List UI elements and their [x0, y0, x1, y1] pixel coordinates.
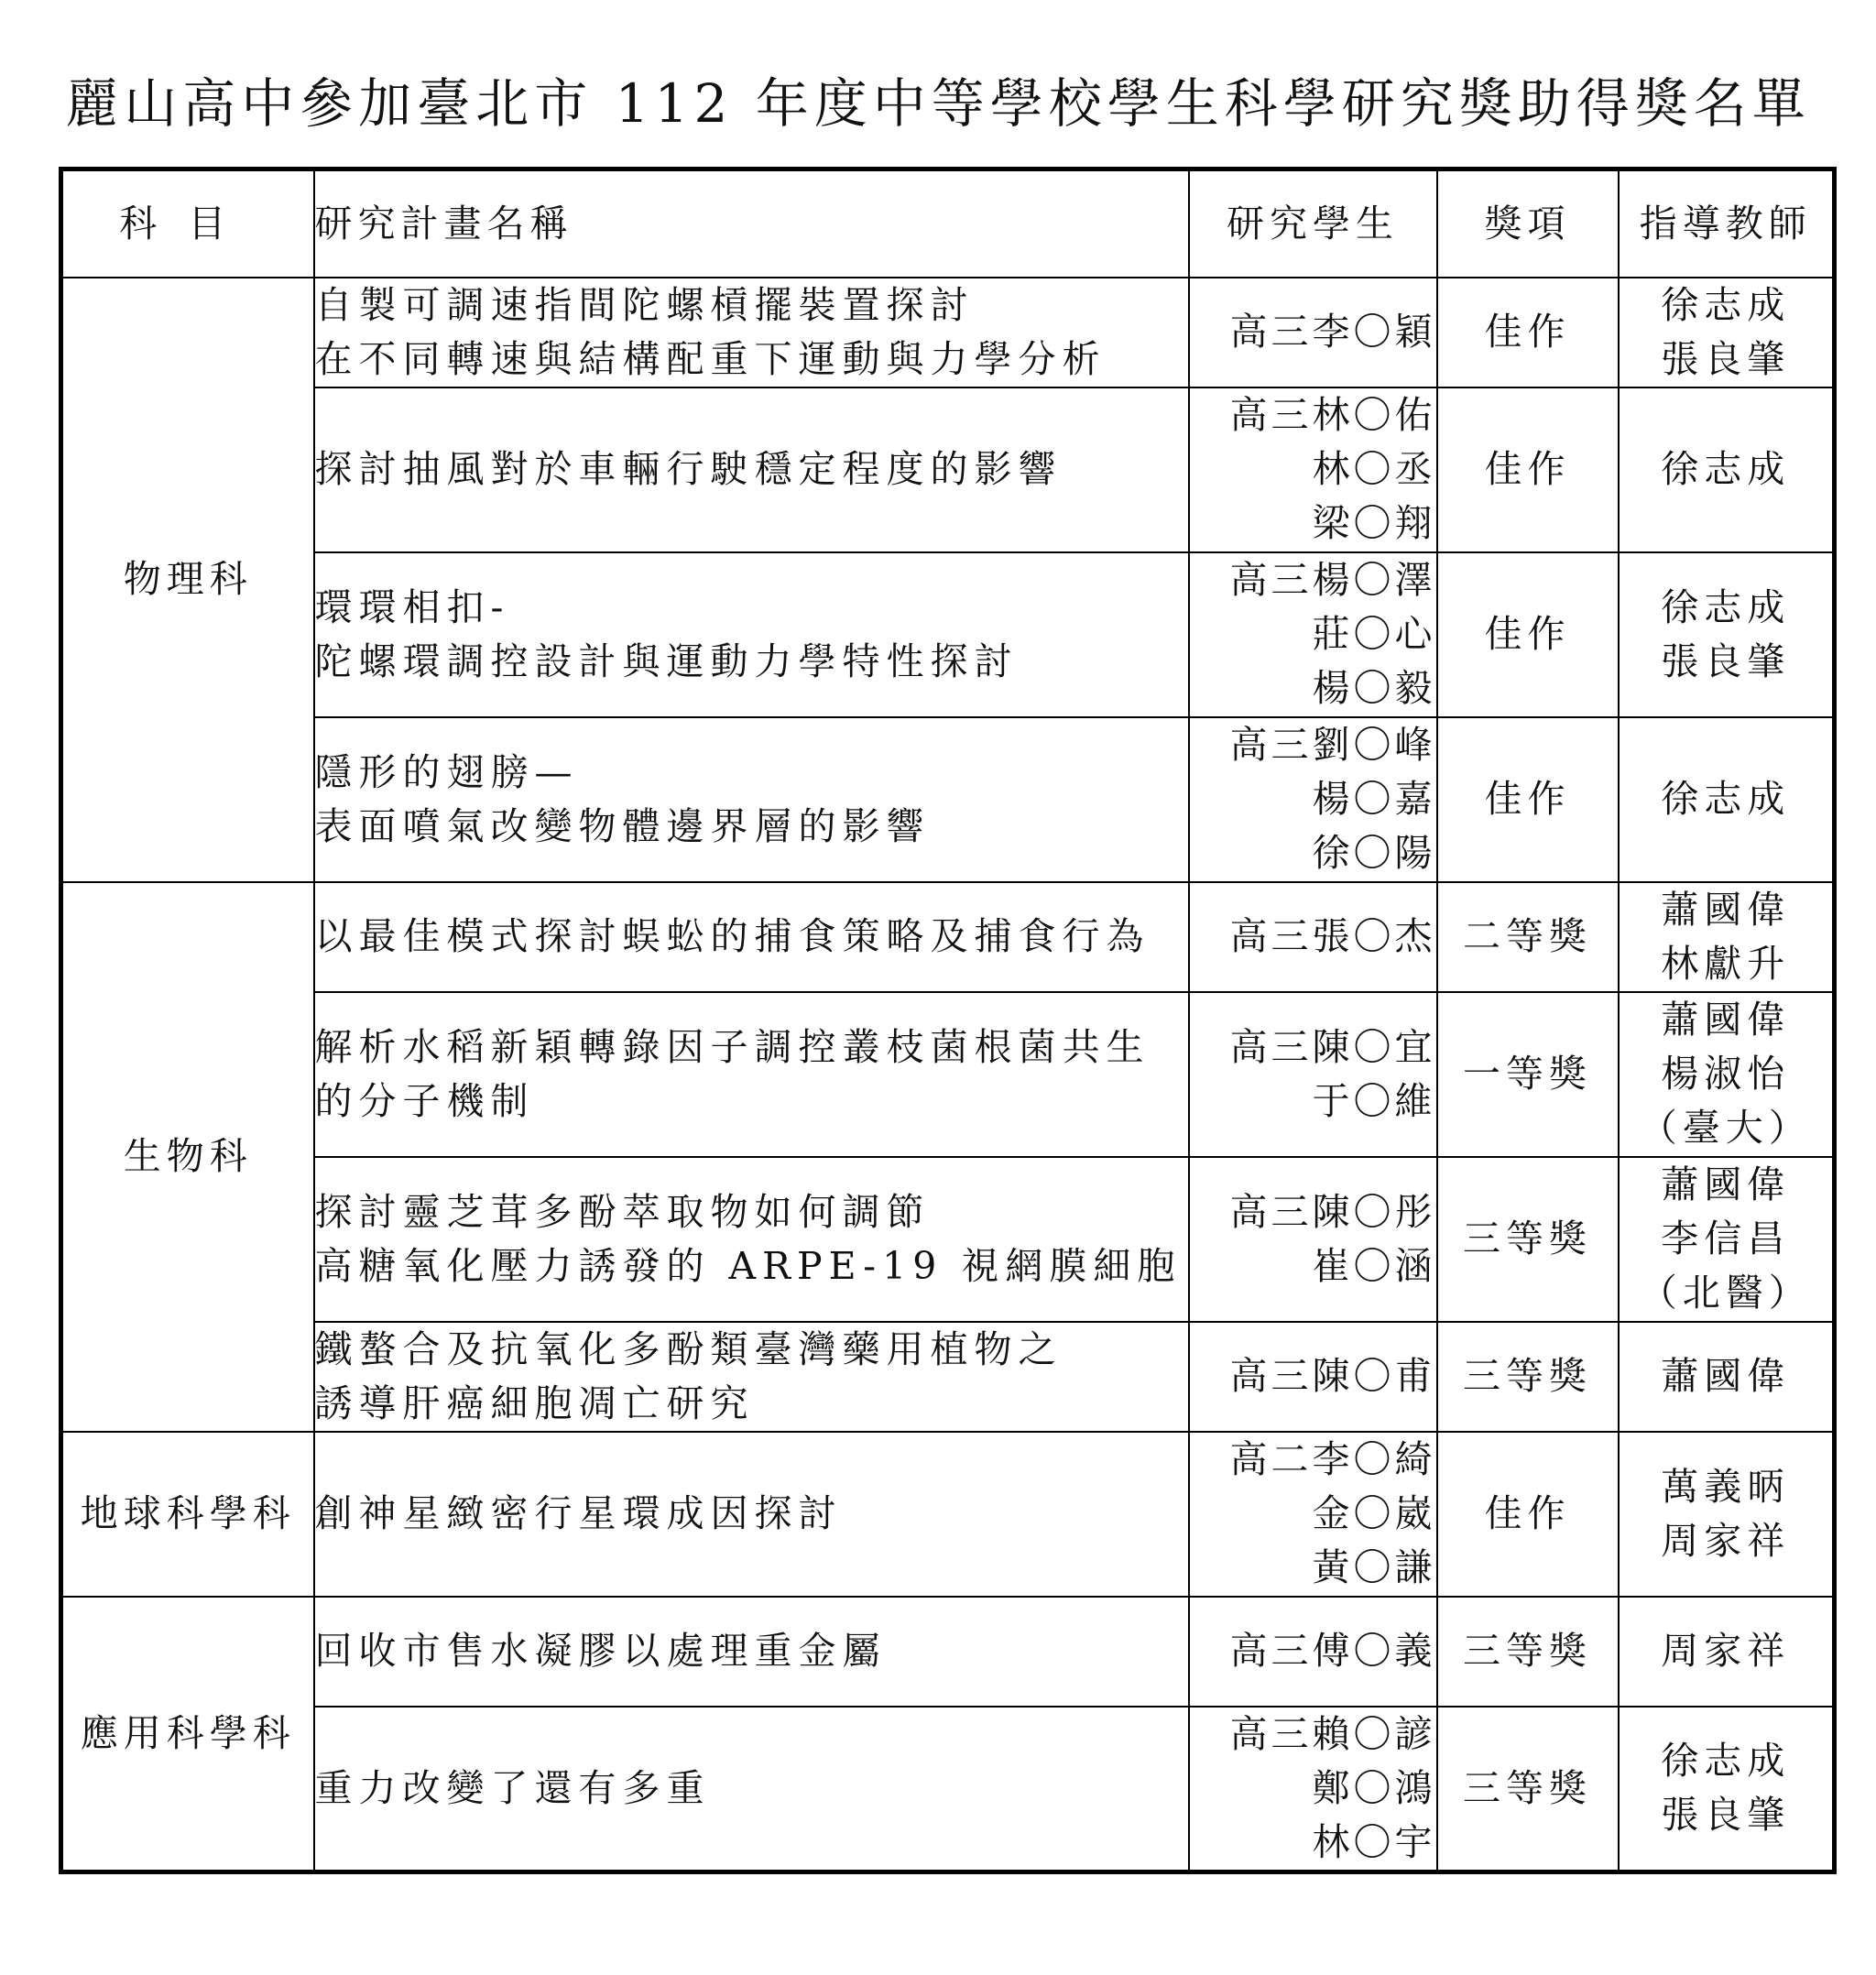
advisors-cell	[1619, 552, 1835, 717]
students-cell	[1189, 1597, 1437, 1707]
project-line: 創神星緻密行星環成因探討	[314, 1491, 843, 1535]
award-cell: 三等獎	[1437, 1707, 1619, 1872]
award-cell: 三等獎	[1437, 1322, 1619, 1432]
award-cell: 佳作	[1437, 717, 1619, 882]
project-line: 自製可調速指間陀螺槓擺裝置探討	[314, 282, 975, 327]
award-cell: 佳作	[1437, 1432, 1619, 1597]
project-line: 探討抽風對於車輛行駛穩定程度的影響	[314, 447, 1063, 491]
student-name: 徐〇陽	[1312, 831, 1436, 875]
student-name: 高三賴〇諺	[1229, 1711, 1436, 1756]
student-name: 于〇維	[1312, 1078, 1436, 1123]
project-line: 回收市售水凝膠以處理重金屬	[314, 1629, 887, 1673]
advisor-affiliation: （臺大）	[1639, 1106, 1812, 1150]
subject-cell: 地球科學科	[61, 1432, 314, 1597]
advisors-cell	[1619, 387, 1835, 552]
student-name: 高三陳〇甫	[1229, 1354, 1436, 1398]
subject-cell: 物理科	[61, 278, 314, 882]
project-line: 隱形的翅膀—	[314, 749, 579, 794]
student-name: 高二李〇綺	[1229, 1437, 1436, 1481]
advisor-name: 林獻升	[1661, 941, 1791, 986]
project-line: 重力改變了還有多重	[314, 1765, 711, 1810]
project-cell	[314, 1707, 1189, 1872]
student-name: 高三李〇穎	[1229, 310, 1436, 354]
students-cell	[1189, 387, 1437, 552]
table-row	[61, 1597, 1835, 1707]
advisors-cell	[1619, 1322, 1835, 1432]
advisor-name: 張良肇	[1661, 638, 1791, 683]
advisors-cell	[1619, 278, 1835, 387]
advisor-name: 周家祥	[1661, 1518, 1791, 1563]
award-table	[59, 167, 1837, 1874]
project-line: 誘導肝癌細胞凋亡研究	[314, 1380, 755, 1425]
project-cell	[314, 882, 1189, 992]
advisors-cell	[1619, 992, 1835, 1157]
project-line: 高糖氧化壓力誘發的 ARPE-19 視網膜細胞	[314, 1243, 1182, 1288]
advisors-cell	[1619, 717, 1835, 882]
students-cell	[1189, 1322, 1437, 1432]
project-cell	[314, 717, 1189, 882]
students-cell	[1189, 882, 1437, 992]
advisor-name: 徐志成	[1661, 1739, 1791, 1783]
advisor-name: 萬義昞	[1661, 1464, 1791, 1509]
project-cell	[314, 278, 1189, 387]
advisor-name: 徐志成	[1661, 584, 1791, 629]
students-cell	[1189, 992, 1437, 1157]
advisor-name: 蕭國偉	[1661, 998, 1791, 1042]
students-cell	[1189, 717, 1437, 882]
advisors-cell	[1619, 1597, 1835, 1707]
header-subject: 科目	[61, 169, 314, 278]
project-line: 以最佳模式探討蜈蚣的捕食策略及捕食行為	[314, 914, 1151, 958]
students-cell	[1189, 1707, 1437, 1872]
student-name: 高三楊〇澤	[1229, 558, 1436, 602]
student-name: 林〇宇	[1312, 1819, 1436, 1864]
student-name: 黃〇謙	[1312, 1545, 1436, 1589]
student-name: 崔〇涵	[1312, 1243, 1436, 1288]
student-name: 高三傅〇義	[1229, 1629, 1436, 1673]
advisor-name: 蕭國偉	[1661, 887, 1791, 932]
award-cell: 三等獎	[1437, 1157, 1619, 1322]
table-header-row	[61, 169, 1835, 278]
advisor-name: 張良肇	[1661, 1793, 1791, 1837]
table-row	[61, 552, 1835, 717]
subject-cell: 應用科學科	[61, 1597, 314, 1872]
table-row	[61, 1432, 1835, 1597]
student-name: 鄭〇鴻	[1312, 1765, 1436, 1810]
table-row	[61, 1157, 1835, 1322]
project-cell	[314, 992, 1189, 1157]
table-row	[61, 992, 1835, 1157]
project-cell	[314, 387, 1189, 552]
advisors-cell	[1619, 882, 1835, 992]
advisor-name: 蕭國偉	[1661, 1354, 1791, 1398]
table-row	[61, 1322, 1835, 1432]
student-name: 楊〇毅	[1312, 666, 1436, 710]
advisor-affiliation: （北醫）	[1639, 1271, 1812, 1315]
advisor-name: 張良肇	[1661, 336, 1791, 381]
award-cell: 二等獎	[1437, 882, 1619, 992]
table-row	[61, 717, 1835, 882]
student-name: 楊〇嘉	[1312, 777, 1436, 821]
project-line: 在不同轉速與結構配重下運動與力學分析	[314, 336, 1107, 381]
header-project: 研究計畫名稱	[314, 169, 1189, 278]
advisor-name: 李信昌	[1661, 1217, 1791, 1260]
student-name: 林〇丞	[1312, 447, 1436, 491]
student-name: 高三林〇佑	[1229, 393, 1436, 437]
project-line: 表面噴氣改變物體邊界層的影響	[314, 803, 931, 848]
award-cell: 佳作	[1437, 552, 1619, 717]
project-line: 環環相扣-	[314, 584, 510, 629]
students-cell	[1189, 1432, 1437, 1597]
award-cell: 佳作	[1437, 278, 1619, 387]
table-row	[61, 278, 1835, 387]
award-cell: 一等獎	[1437, 992, 1619, 1157]
student-name: 梁〇翔	[1312, 501, 1436, 545]
project-line: 陀螺環調控設計與運動力學特性探討	[314, 638, 1019, 683]
advisors-cell	[1619, 1707, 1835, 1872]
students-cell	[1189, 278, 1437, 387]
project-line: 的分子機制	[314, 1078, 535, 1123]
table-row	[61, 882, 1835, 992]
project-line: 解析水稻新穎轉錄因子調控叢枝菌根菌共生	[314, 1024, 1151, 1069]
project-cell	[314, 1597, 1189, 1707]
table-row	[61, 387, 1835, 552]
award-cell: 三等獎	[1437, 1597, 1619, 1707]
table-body	[61, 278, 1835, 1872]
subject-cell: 生物科	[61, 882, 314, 1432]
advisor-name: 周家祥	[1661, 1629, 1791, 1673]
advisors-cell	[1619, 1432, 1835, 1597]
project-cell	[314, 552, 1189, 717]
project-cell	[314, 1157, 1189, 1322]
advisors-cell	[1619, 1157, 1835, 1322]
students-cell	[1189, 552, 1437, 717]
student-name: 莊〇心	[1312, 612, 1436, 656]
header-advisors: 指導教師	[1619, 169, 1835, 278]
advisor-name: 徐志成	[1661, 447, 1791, 491]
header-award: 獎項	[1437, 169, 1619, 278]
student-name: 高三陳〇宜	[1229, 1024, 1436, 1069]
advisor-name: 蕭國偉	[1661, 1162, 1791, 1206]
student-name: 金〇崴	[1312, 1491, 1436, 1535]
student-name: 高三張〇杰	[1229, 914, 1436, 958]
table-row	[61, 1707, 1835, 1872]
project-cell	[314, 1322, 1189, 1432]
advisor-name: 楊淑怡	[1661, 1052, 1791, 1096]
award-cell: 佳作	[1437, 387, 1619, 552]
advisor-name: 徐志成	[1661, 777, 1791, 821]
page-title: 麗山高中參加臺北市 112 年度中等學校學生科學研究獎助得獎名單	[65, 72, 1811, 135]
students-cell	[1189, 1157, 1437, 1322]
student-name: 高三陳〇彤	[1229, 1189, 1436, 1234]
project-line: 探討靈芝茸多酚萃取物如何調節	[314, 1189, 931, 1234]
project-cell	[314, 1432, 1189, 1597]
advisor-name: 徐志成	[1661, 282, 1791, 327]
project-line: 鐵螯合及抗氧化多酚類臺灣藥用植物之	[314, 1326, 1063, 1371]
student-name: 高三劉〇峰	[1229, 723, 1436, 767]
header-students: 研究學生	[1189, 169, 1437, 278]
